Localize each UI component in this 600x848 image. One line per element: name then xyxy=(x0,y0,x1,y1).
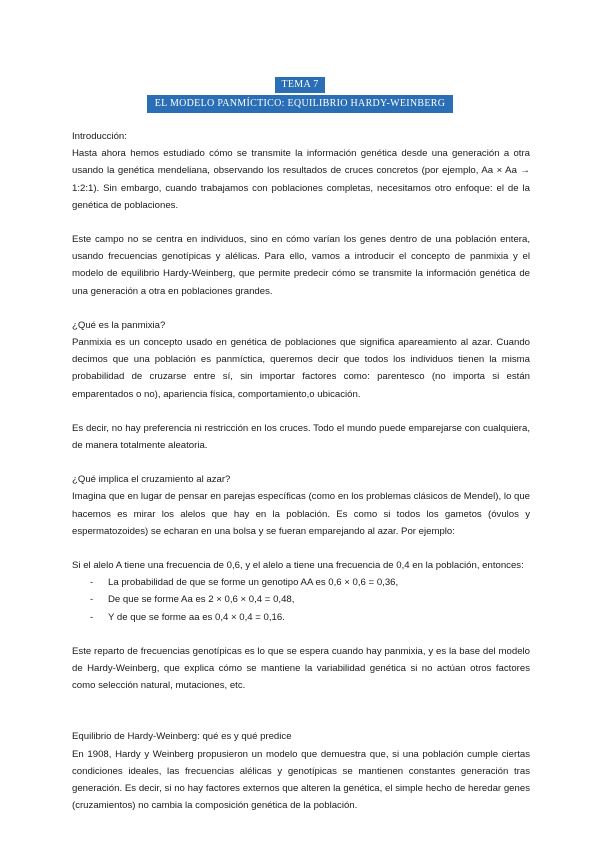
cruzamiento-paragraph-1: Imagina que en lugar de pensar en parejas específicas (como en los problemas clásicos de Mendel), lo que hacemos es mirar los alelos que hay en la población. Es como si todos los gametos (óvulos y espermatozoides) se echaran en una bolsa y se fueran emparejando al azar. Por ejemplo: xyxy=(72,491,530,537)
equilibrio-heading: Equilibrio de Hardy-Weinberg: qué es y qué predice xyxy=(72,731,292,743)
panmixia-paragraph-2: Es decir, no hay preferencia ni restricción en los cruces. Todo el mundo puede emparejarse con cualquiera, de manera totalmente aleatoria. xyxy=(72,422,530,452)
cruzamiento-heading: ¿Qué implica el cruzamiento al azar? xyxy=(72,474,231,486)
tema-banner xyxy=(0,74,600,93)
list-item: - Y de que se forme aa es 0,4 × 0,4 = 0,16. xyxy=(72,609,530,626)
list-item: - La probabilidad de que se forme un genotipo AA es 0,6 × 0,6 = 0,36, xyxy=(72,574,530,591)
genotype-list xyxy=(72,574,530,626)
page-title: EL MODELO PANMÍCTICO: EQUILIBRIO HARDY-WEINBERG xyxy=(147,95,454,113)
list-item: - De que se forme Aa es 2 × 0,6 × 0,4 = 0,48, xyxy=(72,591,530,608)
panmixia-heading: ¿Qué es la panmixia? xyxy=(72,319,166,331)
intro-paragraph-2: Este campo no se centra en individuos, sino en cómo varían los genes dentro de una población entera, usando frecuencias genotípicas y alélicas. Para ello, vamos a introducir el concepto de panmixia y el modelo de equilibrio Hardy-Weinberg, que permite predecir cómo se transmite la información genética de una generación a otra en poblaciones grandes. xyxy=(72,234,530,297)
intro-paragraph-1: Hasta ahora hemos estudiado cómo se transmite la información genética desde una generación a otra usando la genética mendeliana, observando los resultados de cruces concretos (por ejemplo, Aa × Aa → 1:2:1). Sin embargo, cuando trabajamos con poblaciones completas, necesitamos otro enfoque: el de la genética de poblaciones. xyxy=(72,148,530,211)
equilibrio-paragraph-1: En 1908, Hardy y Weinberg propusieron un modelo que demuestra que, si una población cumple ciertas condiciones ideales, las frecuencias alélicas y genotípicas se mantienen constantes generación tras generación. Es decir, si no hay factores externos que alteren la genética, el simple hecho de heredar genes (cruzamientos) no cambia la composición genética de la población. xyxy=(72,748,530,812)
tema-label: TEMA 7 xyxy=(275,77,324,93)
cruzamiento-paragraph-2: Si el alelo A tiene una frecuencia de 0,6, y el alelo a tiene una frecuencia de 0,4 en la población, entonces: xyxy=(72,560,524,572)
panmixia-paragraph-1: Panmixia es un concepto usado en genética de poblaciones que significa apareamiento al azar. Cuando decimos que una población es panmíctica, queremos decir que todos los individuos tienen la misma probabilidad de cruzarse entre sí, sin importar factores como: parentesco (no importa si están emparentados o no), apariencia física, comportamiento,o ubicación. xyxy=(72,337,530,400)
title-banner xyxy=(0,93,600,113)
cruzamiento-paragraph-3: Este reparto de frecuencias genotípicas es lo que se espera cuando hay panmixia, y es la base del modelo de Hardy-Weinberg, que explica cómo se mantiene la variabilidad genética si no actúan otros factores como selección natural, mutaciones, etc. xyxy=(72,645,530,692)
intro-heading: Introducción: xyxy=(72,131,127,142)
document-body xyxy=(72,128,530,815)
